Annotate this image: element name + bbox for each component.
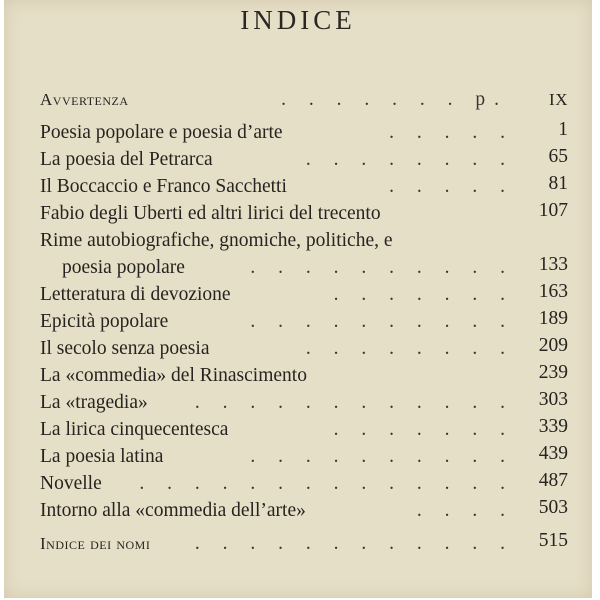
toc-entry-leader: . . . . . . . . [305,338,514,359]
toc-entry-leader: . . . . . . . . [305,149,514,170]
toc-entry-page: 1 [558,119,568,140]
toc-entry-title: Avvertenza [40,90,129,109]
toc-entry [40,497,568,524]
toc-entry-page: 239 [538,362,568,383]
toc-entry-title: Epicità popolare [40,311,169,332]
page-title: INDICE [240,5,356,35]
toc-entry-leader: . . . . [416,500,514,521]
toc-entry [40,173,568,200]
toc-entry-title: Intorno alla «commedia dell’arte» [40,500,306,521]
toc-entry-title: Rime autobiografiche, gnomiche, politiche, e [40,230,393,251]
table-of-contents [40,86,568,557]
toc-entry [40,146,568,173]
toc-entry-page: 81 [548,173,568,194]
toc-entry-page: 339 [538,416,568,437]
toc-entry-page: IX [549,90,568,109]
toc-entry [40,308,568,335]
toc-entry-page: 65 [548,146,568,167]
toc-entry-leader: . . . . . . . . . . . . . . [139,473,514,494]
toc-entry-page: 303 [538,389,568,410]
toc-entry-page: 439 [538,443,568,464]
toc-entry [40,254,568,281]
toc-entry-leader: . . . . . . . [333,284,514,305]
toc-entry [40,443,568,470]
toc-entry-title: poesia popolare [62,257,185,278]
toc-entry [40,416,568,443]
toc-entry-page: 163 [538,281,568,302]
toc-entry-title: Novelle [40,473,102,494]
toc-entry-page: 503 [538,497,568,518]
toc-entry-page: 515 [538,530,568,551]
toc-entry-title: La lirica cinquecentesca [40,419,229,440]
toc-entry [40,362,568,389]
toc-entry [40,281,568,308]
toc-entry [40,335,568,362]
toc-entry-leader: . . . . . . . . . . [250,446,514,467]
toc-entry-leader: . . . . . [389,176,514,197]
toc-entry-title: Fabio degli Uberti ed altri lirici del trecento [40,203,381,224]
toc-entry [40,530,568,557]
toc-entry-leader: . . . . . [389,122,514,143]
toc-entry-leader: . . . . . . . . . . [250,311,514,332]
toc-entry-title: La poesia del Petrarca [40,149,213,170]
toc-entry-page: 209 [538,335,568,356]
toc-entry-title: La poesia latina [40,446,164,467]
toc-entry-title: La «tragedia» [40,392,148,413]
toc-entry-leader: . . . . . . . p. [281,89,508,110]
toc-entry-leader: . . . . . . . . . . [250,257,514,278]
toc-entry-title: Indice dei nomi [40,534,151,553]
toc-entry-page: 189 [538,308,568,329]
book-page [4,0,592,598]
toc-entry-leader: . . . . . . . . . . . . [194,392,514,413]
toc-entry-page: 133 [538,254,568,275]
toc-entry [40,470,568,497]
toc-entry-page: 107 [538,200,568,221]
toc-entry [40,119,568,146]
toc-entry-leader: . . . . . . . [333,419,514,440]
toc-entry-title: La «commedia» del Rinascimento [40,365,307,386]
toc-entry [40,227,568,254]
toc-entry-title: Letteratura di devozione [40,284,231,305]
toc-entry-title: Poesia popolare e poesia d’arte [40,122,283,143]
toc-entry-title: Il Boccaccio e Franco Sacchetti [40,176,287,197]
toc-entry [40,200,568,227]
toc-entry-leader: . . . . . . . . . . . . [194,533,514,554]
toc-entry-title: Il secolo senza poesia [40,338,210,359]
toc-entry [40,86,568,113]
toc-entry-page: 487 [538,470,568,491]
toc-entry [40,389,568,416]
